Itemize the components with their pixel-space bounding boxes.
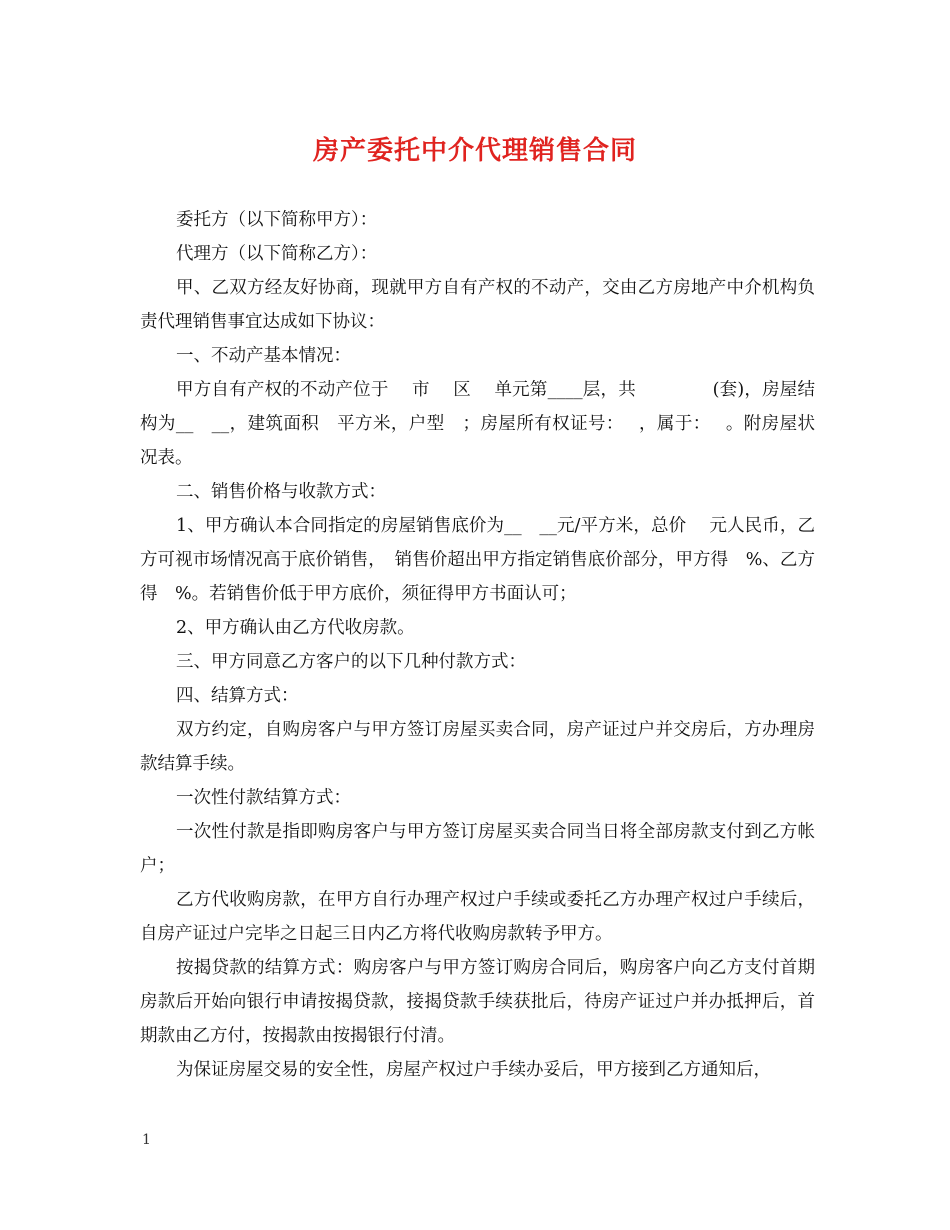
page-number: 1 xyxy=(142,1132,151,1148)
paragraph: 按揭贷款的结算方式：购房客户与甲方签订购房合同后，购房客户向乙方支付首期房款后开始向银行申请按揭贷款，接揭贷款手续获批后，待房产证过户并办抵押后，首期款由乙方付，按揭款由按揭银行付清。 xyxy=(140,958,815,1046)
document-body xyxy=(140,203,815,1087)
section-heading: 四、结算方式： xyxy=(176,686,299,706)
paragraph: 代理方（以下简称乙方）： xyxy=(176,244,378,264)
paragraph: 1、甲方确认本合同指定的房屋销售底价为__ __元/平方米，总价 元人民币，乙方可视市场情况高于底价销售， 销售价超出甲方指定销售底价部分，甲方得 %、乙方得 %。若销售价低于甲方底价，须征得甲方书面认可； xyxy=(140,516,815,604)
paragraph: 一次性付款是指即购房客户与甲方签订房屋买卖合同当日将全部房款支付到乙方帐户； xyxy=(140,822,815,876)
paragraph: 甲方自有产权的不动产位于 市 区 单元第____层，共 (套)，房屋结构为__ __，建筑面积 平方米，户型 ；房屋所有权证号： ，属于： 。附房屋状况表。 xyxy=(140,380,815,468)
paragraph: 乙方代收购房款，在甲方自行办理产权过户手续或委托乙方办理产权过户手续后，自房产证过户完毕之日起三日内乙方将代收购房款转予甲方。 xyxy=(140,890,815,944)
paragraph: 甲、乙双方经友好协商，现就甲方自有产权的不动产，交由乙方房地产中介机构负责代理销售事宜达成如下协议： xyxy=(140,278,815,332)
paragraph: 2、甲方确认由乙方代收房款。 xyxy=(176,618,415,638)
paragraph: 双方约定，自购房客户与甲方签订房屋买卖合同，房产证过户并交房后，方办理房款结算手续。 xyxy=(140,720,815,774)
document-title: 房产委托中介代理销售合同 xyxy=(312,136,637,166)
paragraph: 为保证房屋交易的安全性，房屋产权过户手续办妥后，甲方接到乙方通知后， xyxy=(176,1060,771,1080)
section-heading: 一、不动产基本情况： xyxy=(176,346,351,366)
section-heading: 三、甲方同意乙方客户的以下几种付款方式： xyxy=(176,652,526,672)
paragraph: 委托方（以下简称甲方）： xyxy=(176,210,378,230)
section-heading: 二、销售价格与收款方式： xyxy=(176,482,386,502)
paragraph: 一次性付款结算方式： xyxy=(176,788,351,808)
